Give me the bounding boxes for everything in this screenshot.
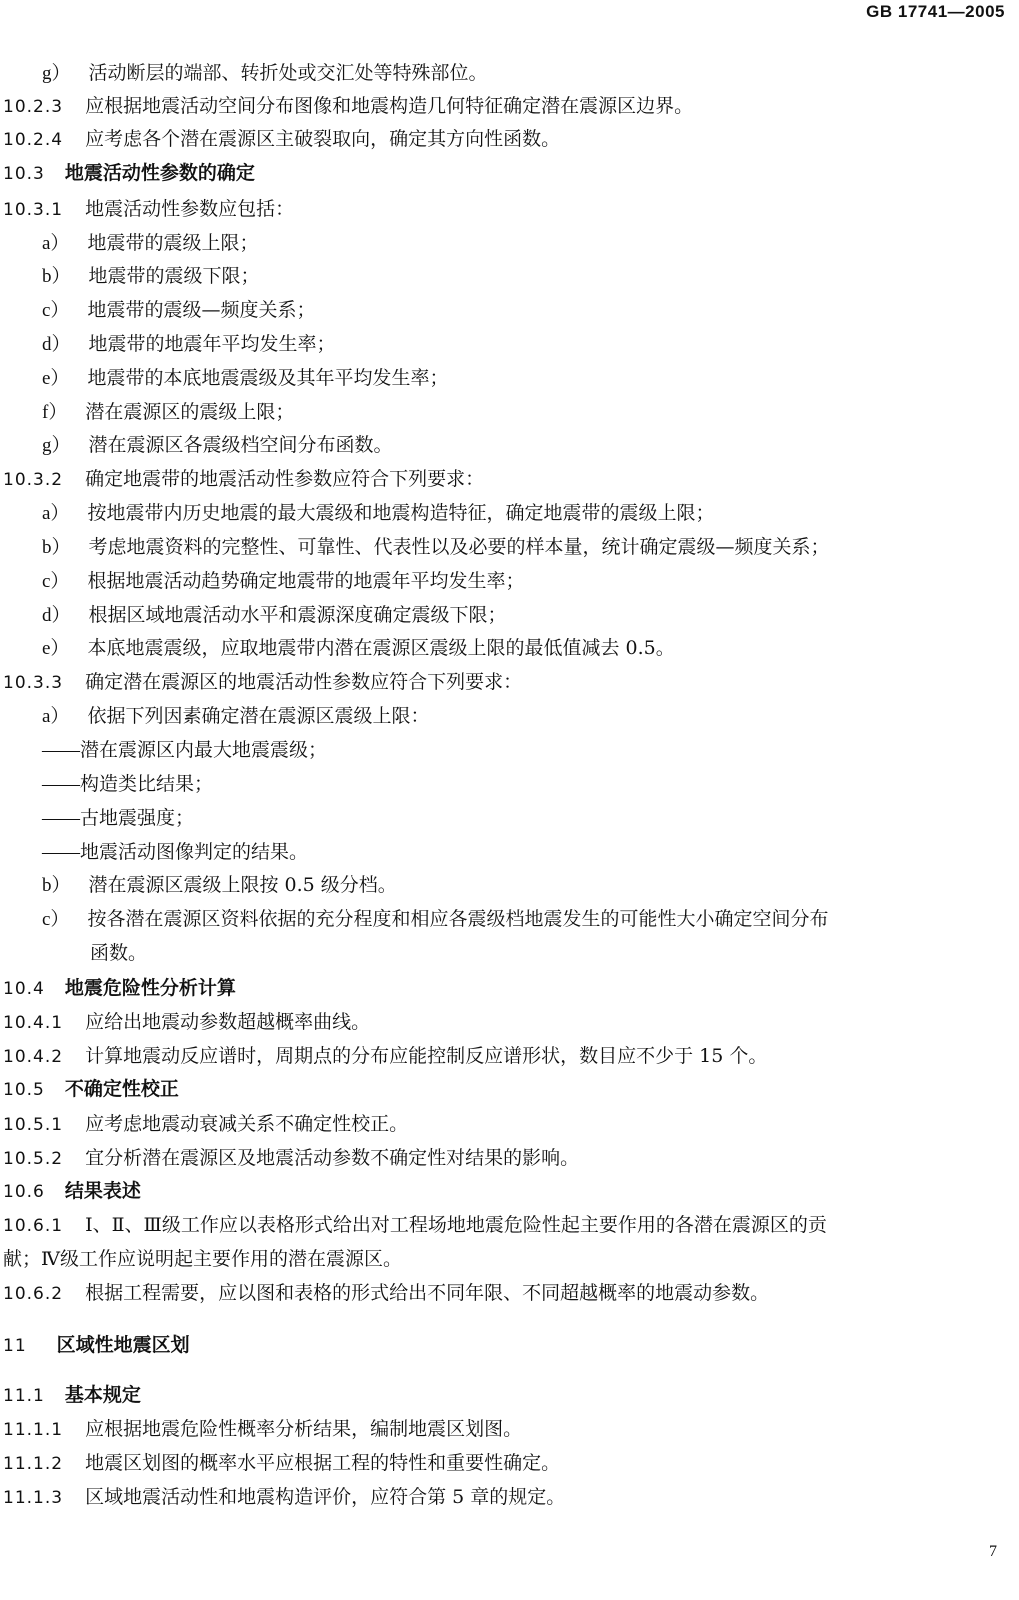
- section-heading: [3, 975, 236, 1002]
- item-marker: ——: [42, 842, 80, 863]
- clause-number: 10.6: [3, 1182, 45, 1202]
- item-marker: e）: [42, 638, 70, 659]
- clause-number: 10.3.2: [3, 470, 64, 490]
- clause-text: 函数。: [90, 942, 148, 964]
- clause-text: 地震带的震级上限；: [87, 232, 259, 254]
- clause-line: [42, 331, 336, 358]
- item-marker: f）: [42, 402, 68, 423]
- clause-line: [42, 297, 315, 324]
- clause-line: [90, 940, 147, 966]
- clause-line: [42, 500, 714, 527]
- clause-text: 应根据地震活动空间分布图像和地震构造几何特征确定潜在震源区边界。: [85, 95, 694, 117]
- clause-number: 10.5: [3, 1080, 45, 1100]
- clause-text: 区域地震活动性和地震构造评价，应符合第 5 章的规定。: [85, 1486, 566, 1508]
- clause-number: 10.5.2: [3, 1149, 64, 1169]
- clause-number: 11.1.3: [3, 1488, 64, 1508]
- item-marker: g）: [42, 63, 71, 84]
- heading-text: 基本规定: [64, 1384, 141, 1406]
- clause-number: 10.3.3: [3, 673, 64, 693]
- clause-line: [3, 1043, 767, 1070]
- clause-text: 地震区划图的概率水平应根据工程的特性和重要性确定。: [85, 1452, 561, 1474]
- clause-line: [42, 534, 830, 561]
- clause-line: [42, 263, 260, 290]
- clause-line: [3, 1280, 769, 1307]
- clause-number: 10.6.2: [3, 1284, 64, 1304]
- item-marker: c）: [42, 571, 70, 592]
- clause-number: 10.3: [3, 164, 45, 184]
- clause-line: [3, 93, 693, 120]
- section-heading: [3, 1178, 141, 1205]
- page-number: 7: [989, 1543, 997, 1560]
- clause-text: 按地震带内历史地震的最大震级和地震构造特征，确定地震带的震级上限；: [87, 502, 715, 524]
- clause-text: 古地震强度；: [80, 807, 195, 829]
- clause-text: 地震活动图像判定的结果。: [80, 841, 309, 863]
- clause-number: 11.1.2: [3, 1454, 64, 1474]
- item-marker: c）: [42, 909, 70, 930]
- clause-line: [42, 906, 828, 933]
- clause-line: [42, 703, 429, 730]
- clause-line: [42, 737, 327, 764]
- clause-text: 根据区域地震活动水平和震源深度确定震级下限；: [88, 604, 507, 626]
- section-heading: [3, 1076, 179, 1103]
- item-marker: d）: [42, 334, 71, 355]
- clause-text: 应考虑各个潜在震源区主破裂取向，确定其方向性函数。: [85, 128, 561, 150]
- clause-number: 11.1: [3, 1386, 45, 1406]
- clause-text: 宜分析潜在震源区及地震活动参数不确定性对结果的影响。: [85, 1147, 580, 1169]
- standard-code: GB 17741—2005: [866, 2, 1005, 21]
- clause-line: [3, 1009, 370, 1036]
- clause-line: [3, 1484, 565, 1511]
- heading-text: 地震危险性分析计算: [64, 977, 236, 999]
- clause-line: [42, 60, 488, 87]
- clause-line: [42, 771, 213, 798]
- section-heading: [3, 1332, 190, 1359]
- clause-text: 潜在震源区内最大地震震级；: [80, 739, 328, 761]
- heading-text: 区域性地震区划: [56, 1334, 190, 1356]
- clause-text: 献；Ⅳ级工作应说明起主要作用的潜在震源区。: [3, 1248, 402, 1270]
- clause-line: [42, 399, 294, 426]
- clause-text: 根据工程需要，应以图和表格的形式给出不同年限、不同超越概率的地震动参数。: [85, 1282, 770, 1304]
- clause-text: 构造类比结果；: [80, 773, 214, 795]
- clause-text: 地震带的本底地震震级及其年平均发生率；: [87, 367, 449, 389]
- clause-text: 活动断层的端部、转折处或交汇处等特殊部位。: [88, 62, 488, 84]
- clause-text: 地震活动性参数应包括：: [85, 198, 295, 220]
- clause-text: 地震带的震级—频度关系；: [87, 299, 316, 321]
- clause-line: [3, 1246, 402, 1272]
- section-heading: [3, 160, 255, 187]
- clause-text: 应给出地震动参数超越概率曲线。: [85, 1011, 371, 1033]
- item-marker: e）: [42, 368, 70, 389]
- item-marker: b）: [42, 266, 71, 287]
- clause-number: 10.4: [3, 979, 45, 999]
- item-marker: a）: [42, 233, 70, 254]
- clause-number: 11: [3, 1336, 27, 1356]
- clause-text: 应考虑地震动衰减关系不确定性校正。: [85, 1113, 409, 1135]
- item-marker: ——: [42, 808, 80, 829]
- clause-line: [3, 669, 522, 696]
- clause-line: [42, 602, 507, 629]
- clause-line: [3, 1111, 408, 1138]
- clause-line: [42, 365, 448, 392]
- clause-number: 10.2.3: [3, 97, 64, 117]
- item-marker: c）: [42, 300, 70, 321]
- item-marker: b）: [42, 537, 71, 558]
- clause-line: [3, 126, 560, 153]
- clause-number: 10.2.4: [3, 130, 64, 150]
- clause-text: 应根据地震危险性概率分析结果，编制地震区划图。: [85, 1418, 523, 1440]
- item-marker: d）: [42, 605, 71, 626]
- item-marker: a）: [42, 706, 70, 727]
- clause-line: [42, 635, 675, 662]
- clause-text: Ⅰ、Ⅱ、Ⅲ级工作应以表格形式给出对工程场地地震危险性起主要作用的各潜在震源区的贡: [85, 1214, 827, 1236]
- item-marker: g）: [42, 435, 71, 456]
- clause-line: [42, 839, 308, 866]
- item-marker: ——: [42, 774, 80, 795]
- clause-number: 10.4.1: [3, 1013, 64, 1033]
- clause-number: 10.6.1: [3, 1216, 64, 1236]
- heading-text: 地震活动性参数的确定: [64, 162, 255, 184]
- clause-text: 考虑地震资料的完整性、可靠性、代表性以及必要的样本量，统计确定震级—频度关系；: [88, 536, 830, 558]
- clause-text: 潜在震源区的震级上限；: [85, 401, 295, 423]
- heading-text: 不确定性校正: [64, 1078, 179, 1100]
- clause-line: [42, 230, 258, 257]
- heading-text: 结果表述: [64, 1180, 141, 1202]
- item-marker: b）: [42, 875, 71, 896]
- section-heading: [3, 1382, 141, 1409]
- clause-number: 10.5.1: [3, 1115, 64, 1135]
- clause-number: 10.3.1: [3, 200, 64, 220]
- clause-line: [3, 1145, 579, 1172]
- clause-text: 本底地震震级，应取地震带内潜在震源区震级上限的最低值减去 0.5。: [87, 637, 675, 659]
- clause-line: [3, 1212, 827, 1239]
- clause-line: [3, 1416, 522, 1443]
- clause-number: 11.1.1: [3, 1420, 64, 1440]
- item-marker: a）: [42, 503, 70, 524]
- clause-line: [42, 872, 397, 899]
- clause-text: 潜在震源区各震级档空间分布函数。: [88, 434, 393, 456]
- clause-text: 确定潜在震源区的地震活动性参数应符合下列要求：: [85, 671, 523, 693]
- clause-line: [3, 466, 484, 493]
- clause-line: [42, 432, 393, 459]
- clause-line: [3, 196, 294, 223]
- clause-text: 确定地震带的地震活动性参数应符合下列要求：: [85, 468, 485, 490]
- clause-number: 10.4.2: [3, 1047, 64, 1067]
- clause-text: 按各潜在震源区资料依据的充分程度和相应各震级档地震发生的可能性大小确定空间分布: [87, 908, 829, 930]
- clause-text: 依据下列因素确定潜在震源区震级上限：: [87, 705, 430, 727]
- clause-text: 计算地震动反应谱时，周期点的分布应能控制反应谱形状，数目应不少于 15 个。: [85, 1045, 768, 1067]
- clause-line: [3, 1450, 560, 1477]
- clause-text: 地震带的震级下限；: [88, 265, 260, 287]
- clause-line: [42, 568, 524, 595]
- item-marker: ——: [42, 740, 80, 761]
- clause-text: 潜在震源区震级上限按 0.5 级分档。: [88, 874, 397, 896]
- clause-line: [42, 805, 194, 832]
- clause-text: 地震带的地震年平均发生率；: [88, 333, 336, 355]
- clause-text: 根据地震活动趋势确定地震带的地震年平均发生率；: [87, 570, 525, 592]
